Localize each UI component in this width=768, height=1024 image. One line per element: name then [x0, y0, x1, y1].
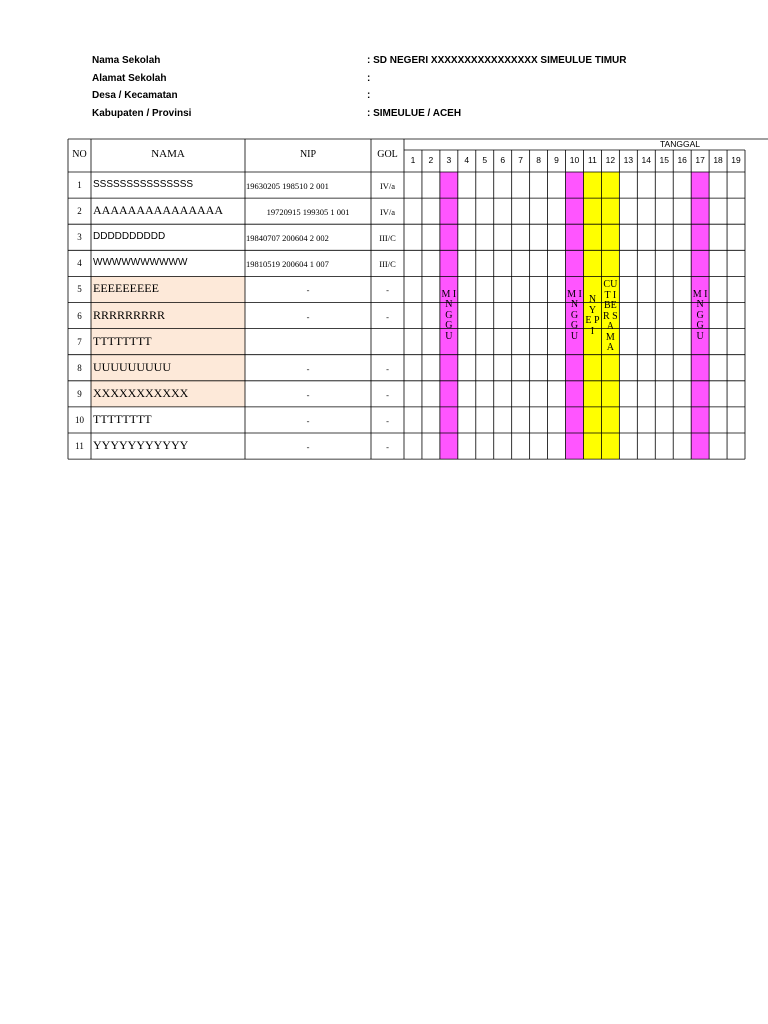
day-header-12: 12	[605, 155, 616, 165]
header-value: : SIMEULUE / ACEH	[367, 107, 462, 119]
row-no: 3	[77, 232, 82, 243]
row-gol: III/C	[379, 259, 396, 270]
day-header-11: 11	[588, 155, 597, 165]
header-label: Kabupaten / Provinsi	[92, 107, 192, 119]
holiday-label-17: M I N G G U	[692, 288, 708, 342]
holiday-label-11: N Y E P I	[585, 294, 600, 337]
day-header-8: 8	[536, 155, 541, 165]
row-gol: -	[386, 311, 389, 322]
row-no: 6	[77, 310, 82, 321]
day-header-18: 18	[713, 155, 723, 165]
row-gol: III/C	[379, 233, 396, 244]
header-gol: GOL	[377, 149, 398, 160]
header-label: Nama Sekolah	[92, 55, 161, 66]
header-value: :	[367, 90, 371, 101]
header-nama: NAMA	[151, 148, 185, 160]
row-no: 1	[77, 180, 82, 190]
day-header-9: 9	[554, 155, 559, 165]
row-nama: RRRRRRRRR	[93, 307, 166, 322]
row-gol: IV/a	[379, 207, 396, 218]
row-nama: SSSSSSSSSSSSSSS	[93, 179, 194, 190]
row-no: 8	[77, 362, 82, 373]
day-header-6: 6	[500, 155, 506, 165]
day-header-3: 3	[446, 155, 452, 165]
row-nama: YYYYYYYYYYY	[93, 438, 189, 452]
row-nama: TTTTTTTT	[93, 411, 152, 426]
holiday-label-12: CU T I BE R S A M A	[603, 279, 618, 354]
row-gol: -	[386, 442, 389, 452]
row-nip: 19630205 198510 2 001	[246, 181, 329, 191]
day-header-10: 10	[569, 155, 580, 165]
row-nip: 19840707 200604 2 002	[246, 233, 329, 244]
row-nama: WWWWWWWWWW	[93, 257, 188, 269]
day-header-2: 2	[428, 155, 434, 165]
row-no: 10	[75, 414, 84, 425]
row-nama: EEEEEEEEE	[93, 281, 159, 296]
day-header-15: 15	[659, 155, 669, 165]
day-header-5: 5	[482, 155, 488, 165]
day-header-13: 13	[623, 155, 634, 165]
day-header-14: 14	[641, 155, 652, 165]
row-gol: -	[386, 285, 389, 296]
row-nip: 19810519 200604 1 007	[246, 259, 329, 270]
holiday-label-3: M I N G G U	[441, 288, 457, 342]
row-no: 11	[75, 441, 84, 451]
row-nip: -	[306, 363, 310, 374]
row-nip: -	[306, 415, 310, 426]
header-label: Alamat Sekolah	[92, 72, 167, 84]
holiday-label-10: M I N G G U	[567, 288, 582, 342]
header-label: Desa / Kecamatan	[92, 90, 178, 101]
row-no: 2	[77, 206, 82, 217]
row-gol: -	[386, 415, 389, 426]
row-no: 5	[77, 284, 82, 295]
row-nama: DDDDDDDDDD	[93, 231, 166, 243]
day-header-19: 19	[731, 155, 741, 165]
header-value: : SD NEGERI XXXXXXXXXXXXXXXX SIMEULUE TIMUR	[367, 55, 627, 66]
row-nip: -	[306, 311, 310, 322]
day-header-17: 17	[695, 155, 705, 165]
row-nip: -	[306, 389, 310, 400]
row-gol: -	[386, 389, 389, 400]
row-nip: 19720915 199305 1 001	[266, 207, 350, 218]
row-no: 4	[77, 258, 82, 269]
row-nama: AAAAAAAAAAAAAAA	[93, 203, 223, 218]
header-nip: NIP	[299, 149, 317, 160]
row-gol: -	[386, 363, 389, 374]
row-gol: IV/a	[379, 181, 396, 191]
header-value: :	[367, 72, 371, 84]
row-nama: XXXXXXXXXXX	[93, 385, 189, 400]
header-no: NO	[72, 149, 87, 160]
day-header-4: 4	[464, 155, 470, 165]
row-nip: -	[306, 285, 310, 296]
row-nip: -	[306, 442, 310, 452]
day-header-1: 1	[410, 155, 416, 165]
row-nama: TTTTTTTT	[93, 333, 152, 348]
day-header-7: 7	[518, 155, 523, 165]
row-no: 9	[77, 388, 82, 399]
day-header-16: 16	[677, 155, 687, 165]
header-tanggal: TANGGAL	[660, 139, 700, 149]
row-nama: UUUUUUUUU	[93, 359, 171, 374]
row-no: 7	[77, 336, 82, 347]
